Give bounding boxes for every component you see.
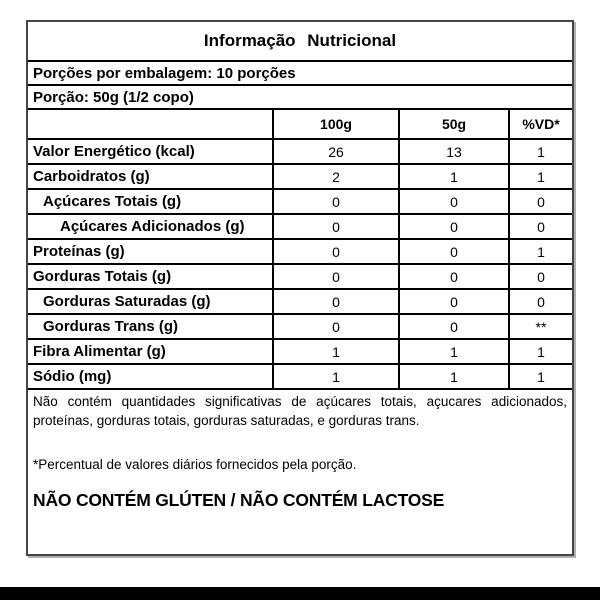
gluten-lactose-free-claim: NÃO CONTÉM GLÚTEN / NÃO CONTÉM LACTOSE [33, 490, 445, 510]
value-vd: 0 [508, 190, 572, 215]
column-header-50g: 50g [398, 110, 508, 140]
value-50g: 0 [398, 240, 508, 265]
value-100g: 0 [272, 240, 398, 265]
value-vd: ** [508, 315, 572, 340]
value-50g: 1 [398, 340, 508, 365]
nutrient-label: Gorduras Saturadas (g) [28, 290, 272, 315]
value-50g: 1 [398, 165, 508, 190]
table-header-row [28, 110, 572, 140]
column-header-vd: %VD* [508, 110, 572, 140]
value-vd: 0 [508, 265, 572, 290]
nutrient-label: Açúcares Adicionados (g) [28, 215, 272, 240]
value-50g: 0 [398, 265, 508, 290]
value-vd: 1 [508, 365, 572, 390]
value-100g: 0 [272, 315, 398, 340]
nutrient-label: Gorduras Totais (g) [28, 265, 272, 290]
nutrition-facts-label [26, 20, 574, 556]
table-row [28, 290, 572, 315]
no-significant-amounts-note: Não contém quantidades significativas de açúcares totais, açucares adicionados, proteínas, gorduras totais, gorduras saturadas, e gorduras trans. [33, 394, 567, 428]
value-50g: 13 [398, 140, 508, 165]
nutrient-label: Gorduras Trans (g) [28, 315, 272, 340]
value-vd: 1 [508, 340, 572, 365]
nutrient-label: Açúcares Totais (g) [28, 190, 272, 215]
nutrient-label: Carboidratos (g) [28, 165, 272, 190]
table-row [28, 340, 572, 365]
label-footer [28, 390, 572, 556]
bottom-black-bar [0, 587, 600, 600]
nutrient-label: Proteínas (g) [28, 240, 272, 265]
value-100g: 0 [272, 215, 398, 240]
table-row [28, 265, 572, 290]
table-row [28, 165, 572, 190]
value-50g: 1 [398, 365, 508, 390]
value-50g: 0 [398, 190, 508, 215]
value-vd: 0 [508, 215, 572, 240]
value-100g: 0 [272, 290, 398, 315]
nutrient-label: Fibra Alimentar (g) [28, 340, 272, 365]
table-row [28, 190, 572, 215]
table-row [28, 215, 572, 240]
value-vd: 1 [508, 140, 572, 165]
table-row [28, 315, 572, 340]
value-vd: 0 [508, 290, 572, 315]
column-header-blank [28, 110, 272, 140]
value-vd: 1 [508, 240, 572, 265]
value-100g: 1 [272, 365, 398, 390]
table-row [28, 140, 572, 165]
column-header-100g: 100g [272, 110, 398, 140]
value-100g: 0 [272, 265, 398, 290]
table-row [28, 240, 572, 265]
serving-size: Porção: 50g (1/2 copo) [28, 86, 572, 110]
label-title: Informação Nutricional [28, 22, 572, 62]
servings-per-package: Porções por embalagem: 10 porções [28, 62, 572, 86]
value-50g: 0 [398, 315, 508, 340]
nutrient-label: Valor Energético (kcal) [28, 140, 272, 165]
value-100g: 26 [272, 140, 398, 165]
table-row [28, 365, 572, 390]
value-100g: 2 [272, 165, 398, 190]
daily-values-footnote: *Percentual de valores diários fornecidos pela porção. [33, 457, 357, 472]
value-100g: 0 [272, 190, 398, 215]
nutrient-label: Sódio (mg) [28, 365, 272, 390]
value-100g: 1 [272, 340, 398, 365]
value-50g: 0 [398, 215, 508, 240]
value-vd: 1 [508, 165, 572, 190]
value-50g: 0 [398, 290, 508, 315]
